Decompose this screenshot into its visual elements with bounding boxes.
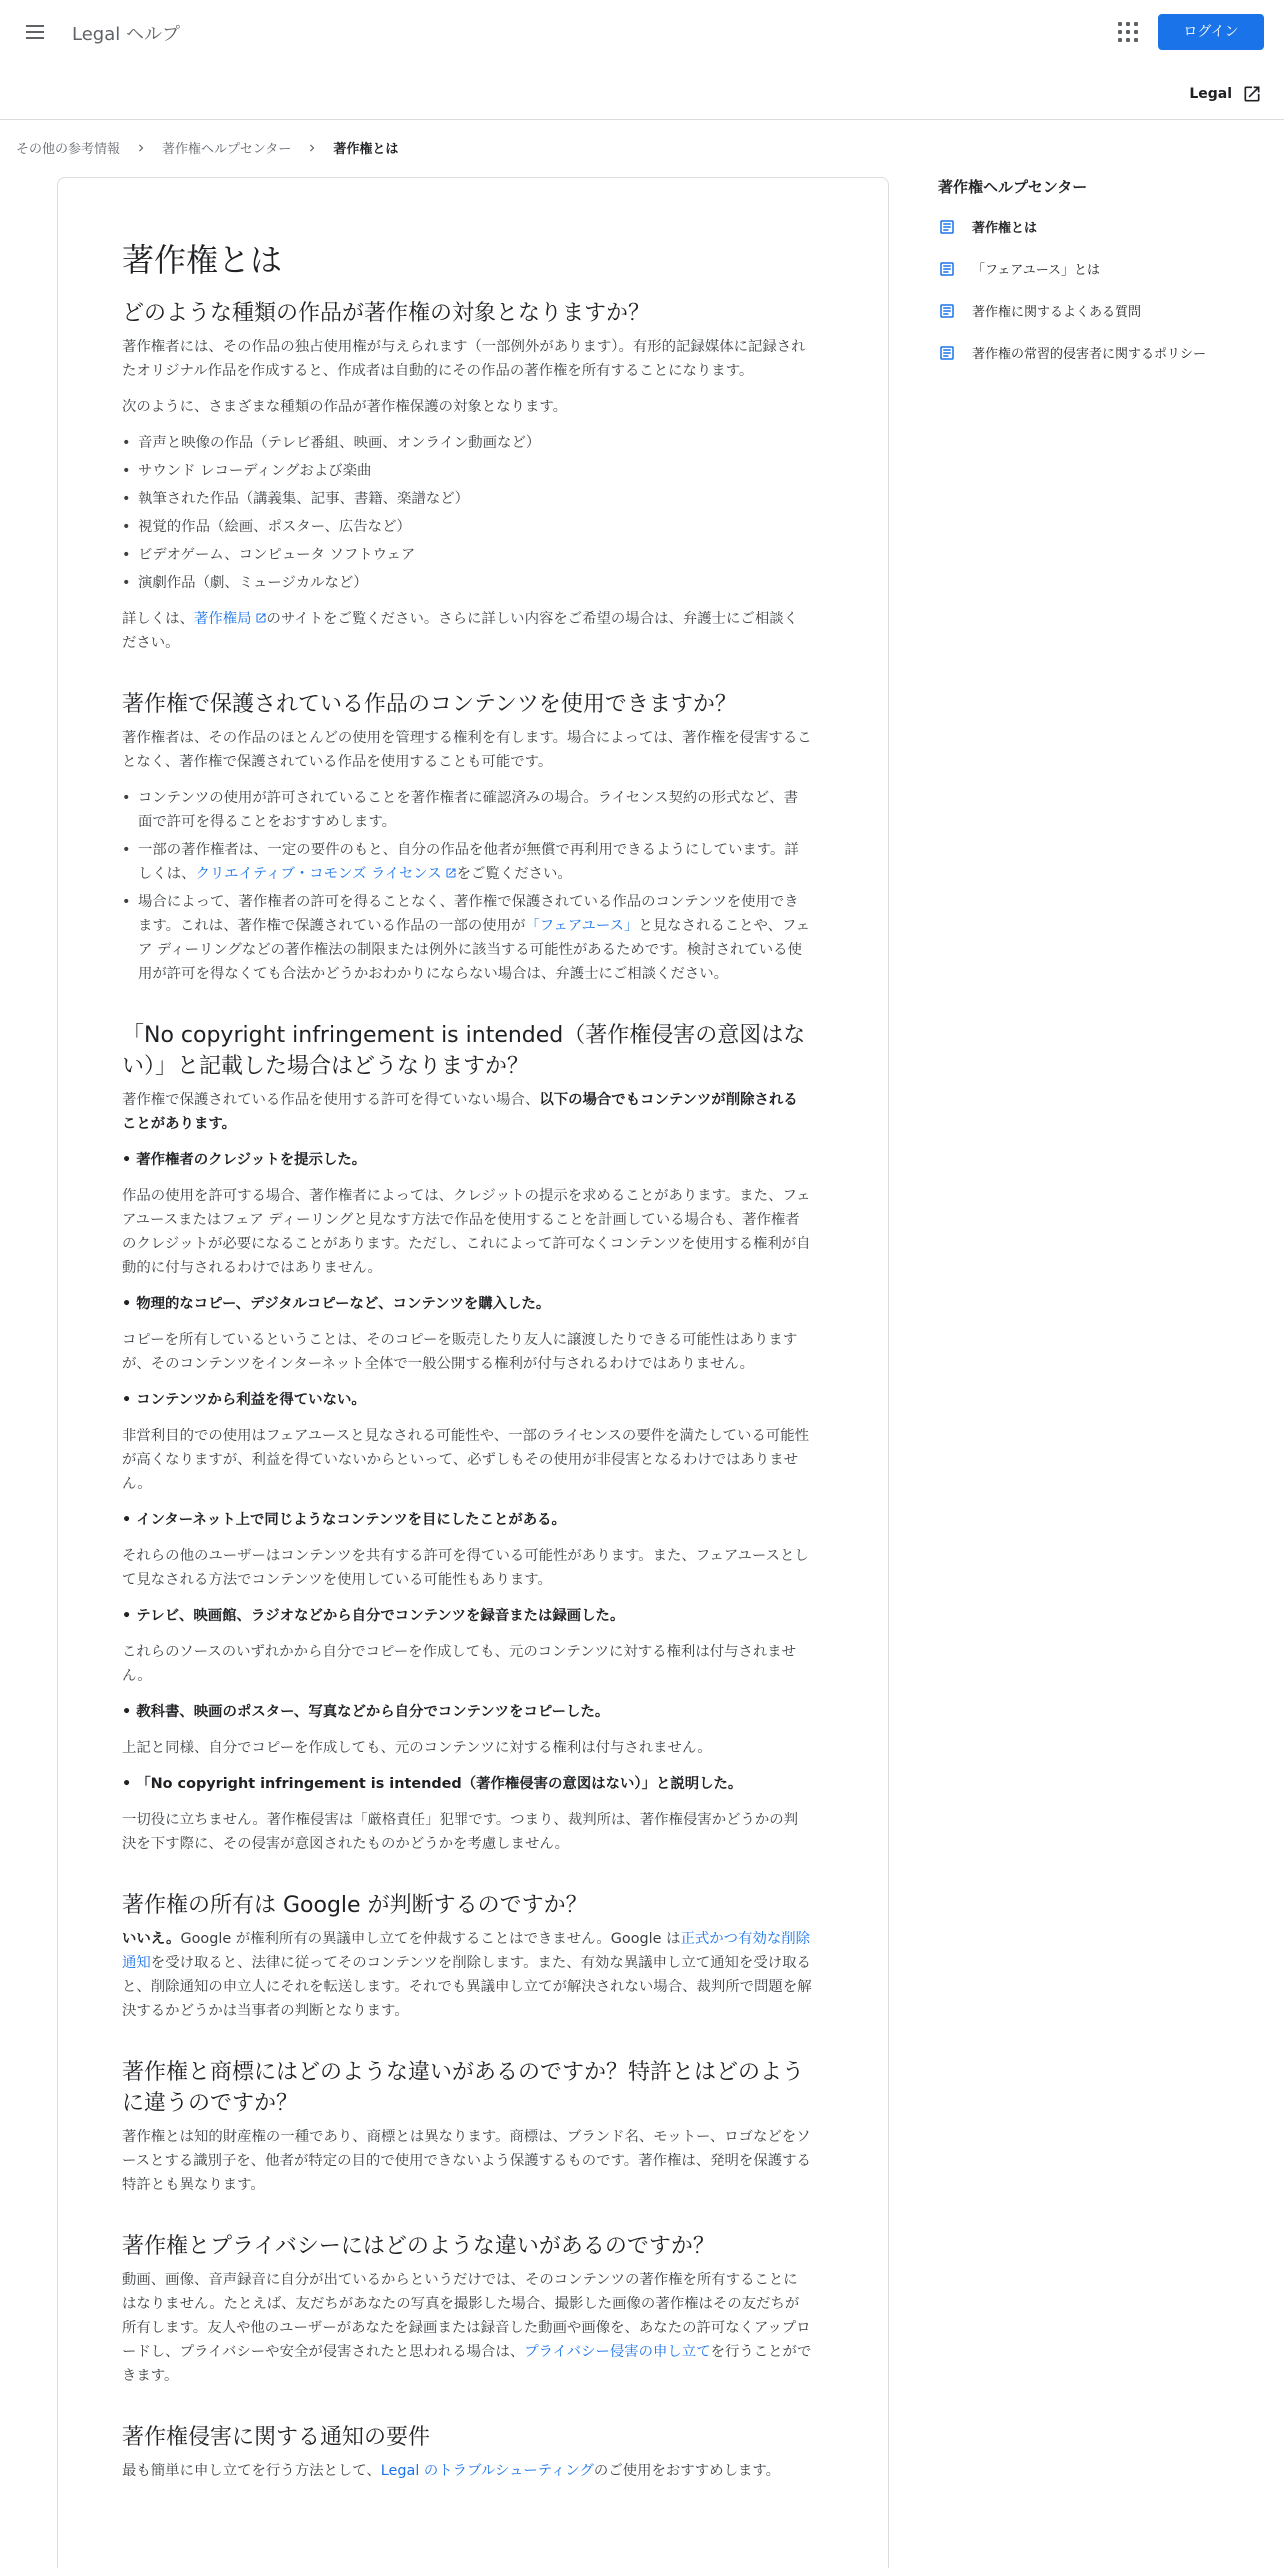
- link-text: クリエイティブ・コモンズ ライセンス: [195, 866, 442, 882]
- sidebar-nav: [938, 176, 1268, 385]
- app-title[interactable]: Legal ヘルプ: [72, 24, 180, 45]
- list-item: • 執筆された作品（講義集、記事、書籍、楽譜など）: [122, 487, 812, 511]
- article-icon: [938, 218, 956, 236]
- bold-text: 以下の場合でもコンテンツが削除されることがあります。: [122, 1092, 798, 1132]
- paragraph: 次のように、さまざまな種類の作品が著作権保護の対象となります。: [122, 399, 567, 415]
- subheading: • 教科書、映画のポスター、写真などから自分でコンテンツをコピーした。: [122, 1704, 610, 1720]
- list-item: [122, 838, 812, 886]
- bold-text: いいえ。: [122, 1931, 181, 1947]
- article-icon: [938, 344, 956, 362]
- list-item: [122, 890, 812, 986]
- breadcrumb-item-current: 著作権とは: [333, 142, 399, 157]
- text: を行うことができます。: [122, 2344, 812, 2384]
- subheading: • 物理的なコピー、デジタルコピーなど、コンテンツを購入した。: [122, 1296, 551, 1312]
- text: 一部の著作権者は、一定の要件のもと、自分の作品を他者が無償で再利用できるようにしています。詳しくは、: [138, 842, 799, 882]
- list-item: • 音声と映像の作品（テレビ番組、映画、オンライン動画など）: [122, 431, 812, 455]
- breadcrumb: [16, 138, 398, 157]
- breadcrumb-item-copyright-center[interactable]: 著作権ヘルプセンター: [162, 142, 292, 157]
- subheading: • 著作権者のクレジットを提示した。: [122, 1152, 367, 1168]
- creative-commons-link[interactable]: [196, 866, 457, 882]
- paragraph: これらのソースのいずれかから自分でコピーを作成しても、元のコンテンツに対する権利は付与されません。: [122, 1644, 797, 1684]
- hamburger-menu-icon[interactable]: [20, 18, 52, 46]
- list-item: • 視覚的作品（絵画、ポスター、広告など）: [122, 515, 812, 539]
- paragraph: 著作権者は、その作品のほとんどの使用を管理する権利を有します。場合によっては、著作権を侵害することなく、著作権で保護されている作品を使用することも可能です。: [122, 730, 812, 770]
- section-use-content: [122, 689, 812, 986]
- open-in-new-icon: [1242, 84, 1262, 104]
- valid-takedown-link[interactable]: 正式かつ有効な削除通知: [122, 1931, 811, 1971]
- list-item: • コンテンツの使用が許可されていることを著作権者に確認済みの場合。ライセンス契約の形式など、書面で許可を得ることをおすすめします。: [122, 786, 812, 834]
- article-card: [57, 177, 889, 2568]
- page-title: 著作権とは: [122, 241, 283, 279]
- chevron-right-icon: [134, 141, 148, 155]
- external-link-icon: [445, 867, 457, 879]
- sidebar-item-label: 著作権に関するよくある質問: [972, 305, 1142, 320]
- top-app-bar: [0, 0, 1284, 64]
- link-text: 著作権局: [193, 611, 252, 627]
- paragraph: [122, 1088, 812, 1136]
- sidebar-item-label: 著作権の常習的侵害者に関するポリシー: [972, 347, 1207, 362]
- text: 動画、画像、音声録音に自分が出ているからというだけでは、そのコンテンツの著作権を所有することにはなりません。たとえば、友だちがあなたの写真を撮影した場合、撮影した画像の著作権はその友だちが所有します。友人や他のユーザーがあなたを録画または録音した動画や画像を、あなたの許可なくアップロードし、プライバシーや安全が侵害されたと思われる場合は、: [122, 2272, 811, 2360]
- sidebar-item-fair-use[interactable]: [938, 259, 1268, 278]
- legal-link-label: Legal: [1189, 86, 1232, 102]
- privacy-complaint-link[interactable]: プライバシー侵害の申し立て: [524, 2344, 711, 2360]
- section-heading: 著作権で保護されている作品のコンテンツを使用できますか？: [122, 692, 737, 717]
- section-eligible-works: [122, 298, 812, 655]
- section-heading: 「No copyright infringement is intended（著作権侵害の意図はない）」と記載した場合はどうなりますか？: [122, 1023, 806, 1079]
- paragraph: それらの他のユーザーはコンテンツを共有する許可を得ている可能性があります。また、フェアユースとして見なされる方法でコンテンツを使用している可能性もあります。: [122, 1548, 809, 1588]
- product-bar: [0, 64, 1284, 120]
- text: のサイトをご覧ください。さらに詳しい内容をご希望の場合は、弁護士にご相談ください。: [122, 611, 798, 651]
- sidebar-item-faq[interactable]: [938, 301, 1268, 320]
- fair-use-link[interactable]: 「フェアユース」: [525, 918, 639, 934]
- text: 最も簡単に申し立てを行う方法として、: [122, 2463, 381, 2479]
- list-item: • ビデオゲーム、コンピュータ ソフトウェア: [122, 543, 812, 567]
- use-list: [122, 786, 812, 986]
- article-icon: [938, 302, 956, 320]
- paragraph: 非営利目的での使用はフェアユースと見なされる可能性や、一部のライセンスの要件を満たしている可能性が高くなりますが、利益を得ていないからといって、必ずしもその使用が非侵害となるわけではありません。: [122, 1428, 810, 1492]
- list-item: • サウンド レコーディングおよび楽曲: [122, 459, 812, 483]
- article-body: [122, 238, 812, 2517]
- sidebar-item-repeat-infringer-policy[interactable]: [938, 343, 1268, 362]
- section-trademark-patent: [122, 2057, 812, 2197]
- text: 著作権で保護されている作品を使用する許可を得ていない場合、: [122, 1092, 540, 1108]
- section-notice-requirements: [122, 2422, 812, 2483]
- legal-troubleshooter-link[interactable]: Legal のトラブルシューティング: [380, 2463, 594, 2479]
- text: Google が権利所有の異議申し立てを仲裁することはできません。Google は: [180, 1931, 681, 1947]
- section-google-ownership: [122, 1890, 812, 2023]
- paragraph: [122, 2459, 812, 2483]
- subheading: • テレビ、映画館、ラジオなどから自分でコンテンツを録音または録画した。: [122, 1608, 625, 1624]
- list-item: • 演劇作品（劇、ミュージカルなど）: [122, 571, 812, 595]
- legal-link[interactable]: [1189, 84, 1262, 104]
- paragraph: 上記と同様、自分でコピーを作成しても、元のコンテンツに対する権利は付与されません。: [122, 1740, 712, 1756]
- paragraph: 一切役に立ちません。著作権侵害は「厳格責任」犯罪です。つまり、裁判所は、著作権侵害かどうかの判決を下す際に、その侵害が意図されたものかどうかを考慮しません。: [122, 1812, 799, 1852]
- text: と見なされることや、フェア ディーリングなどの著作権法の制限または例外に該当する可能性があるためです。検討されている使用が許可を得なくても合法かどうかおわかりにならない場合は、弁護士にご相談ください。: [138, 918, 811, 982]
- text: 詳しくは、: [122, 611, 194, 627]
- section-heading: 著作権とプライバシーにはどのような違いがあるのですか？: [122, 2234, 715, 2259]
- text: を受け取ると、法律に従ってそのコンテンツを削除します。また、有効な異議申し立て通知を受け取ると、削除通知の申立人にそれを転送します。それでも異議申し立てが解決されない場合、裁判所で問題を解決するかどうかは当事者の判断となります。: [122, 1955, 812, 2019]
- section-privacy: [122, 2231, 812, 2388]
- section-heading: どのような種類の作品が著作権の対象となりますか？: [122, 301, 651, 326]
- login-button[interactable]: ログイン: [1158, 14, 1264, 50]
- sidebar-item-label: 著作権とは: [972, 221, 1038, 236]
- paragraph: コピーを所有しているということは、そのコピーを販売したり友人に譲渡したりできる可能性はありますが、そのコンテンツをインターネット全体で一般公開する権利が付与されるわけではありません。: [122, 1332, 798, 1372]
- works-list: [122, 431, 812, 595]
- google-apps-icon[interactable]: [1116, 20, 1140, 44]
- paragraph: [122, 2268, 812, 2388]
- section-no-infringement-intended: [122, 1020, 812, 1856]
- paragraph: [122, 1927, 812, 2023]
- copyright-office-link[interactable]: [194, 611, 267, 627]
- sidebar-item-label: 「フェアユース」とは: [972, 263, 1101, 278]
- sidebar-item-what-is-copyright[interactable]: [938, 217, 1268, 236]
- sidebar-title: 著作権ヘルプセンター: [938, 178, 1088, 196]
- text: 場合によって、著作権者の許可を得ることなく、著作権で保護されている作品のコンテンツを使用できます。これは、著作権で保護されている作品の一部の使用が: [138, 894, 799, 934]
- section-heading: 著作権と商標にはどのような違いがあるのですか？特許とはどのように違うのですか？: [122, 2060, 805, 2116]
- subheading: • 「No copyright infringement is intended（著作権侵害の意図はない）」と説明した。: [122, 1776, 743, 1792]
- subheading: • インターネット上で同じようなコンテンツを目にしたことがある。: [122, 1512, 566, 1528]
- paragraph: 著作権者には、その作品の独占使用権が与えられます（一部例外があります）。有形的記録媒体に記録されたオリジナル作品を作成すると、作成者は自動的にその作品の著作権を所有することになります。: [122, 339, 806, 379]
- paragraph: [122, 607, 812, 655]
- text: をご覧ください。: [456, 866, 572, 882]
- chevron-right-icon: [305, 141, 319, 155]
- paragraph: 作品の使用を許可する場合、著作権者によっては、クレジットの提示を求めることがあります。また、フェアユースまたはフェア ディーリングと見なす方法で作品を使用することを計画している場合も、著作権者のクレジットが必要になることがあります。ただし、これによって許可なくコンテンツを使用する権利が自動的に付与されるわけではありません。: [122, 1188, 811, 1276]
- paragraph: 著作権とは知的財産権の一種であり、商標とは異なります。商標は、ブランド名、モットー、ロゴなどをソースとする識別子を、他者が特定の目的で使用できないよう保護するものです。著作権は、発明を保護する特許とも異なります。: [122, 2129, 811, 2193]
- section-heading: 著作権侵害に関する通知の要件: [122, 2425, 431, 2450]
- article-icon: [938, 260, 956, 278]
- text: のご使用をおすすめします。: [593, 2463, 780, 2479]
- section-heading: 著作権の所有は Google が判断するのですか？: [122, 1893, 588, 1918]
- breadcrumb-item-resources[interactable]: その他の参考情報: [16, 142, 121, 157]
- subheading: • コンテンツから利益を得ていない。: [122, 1392, 366, 1408]
- external-link-icon: [255, 612, 267, 624]
